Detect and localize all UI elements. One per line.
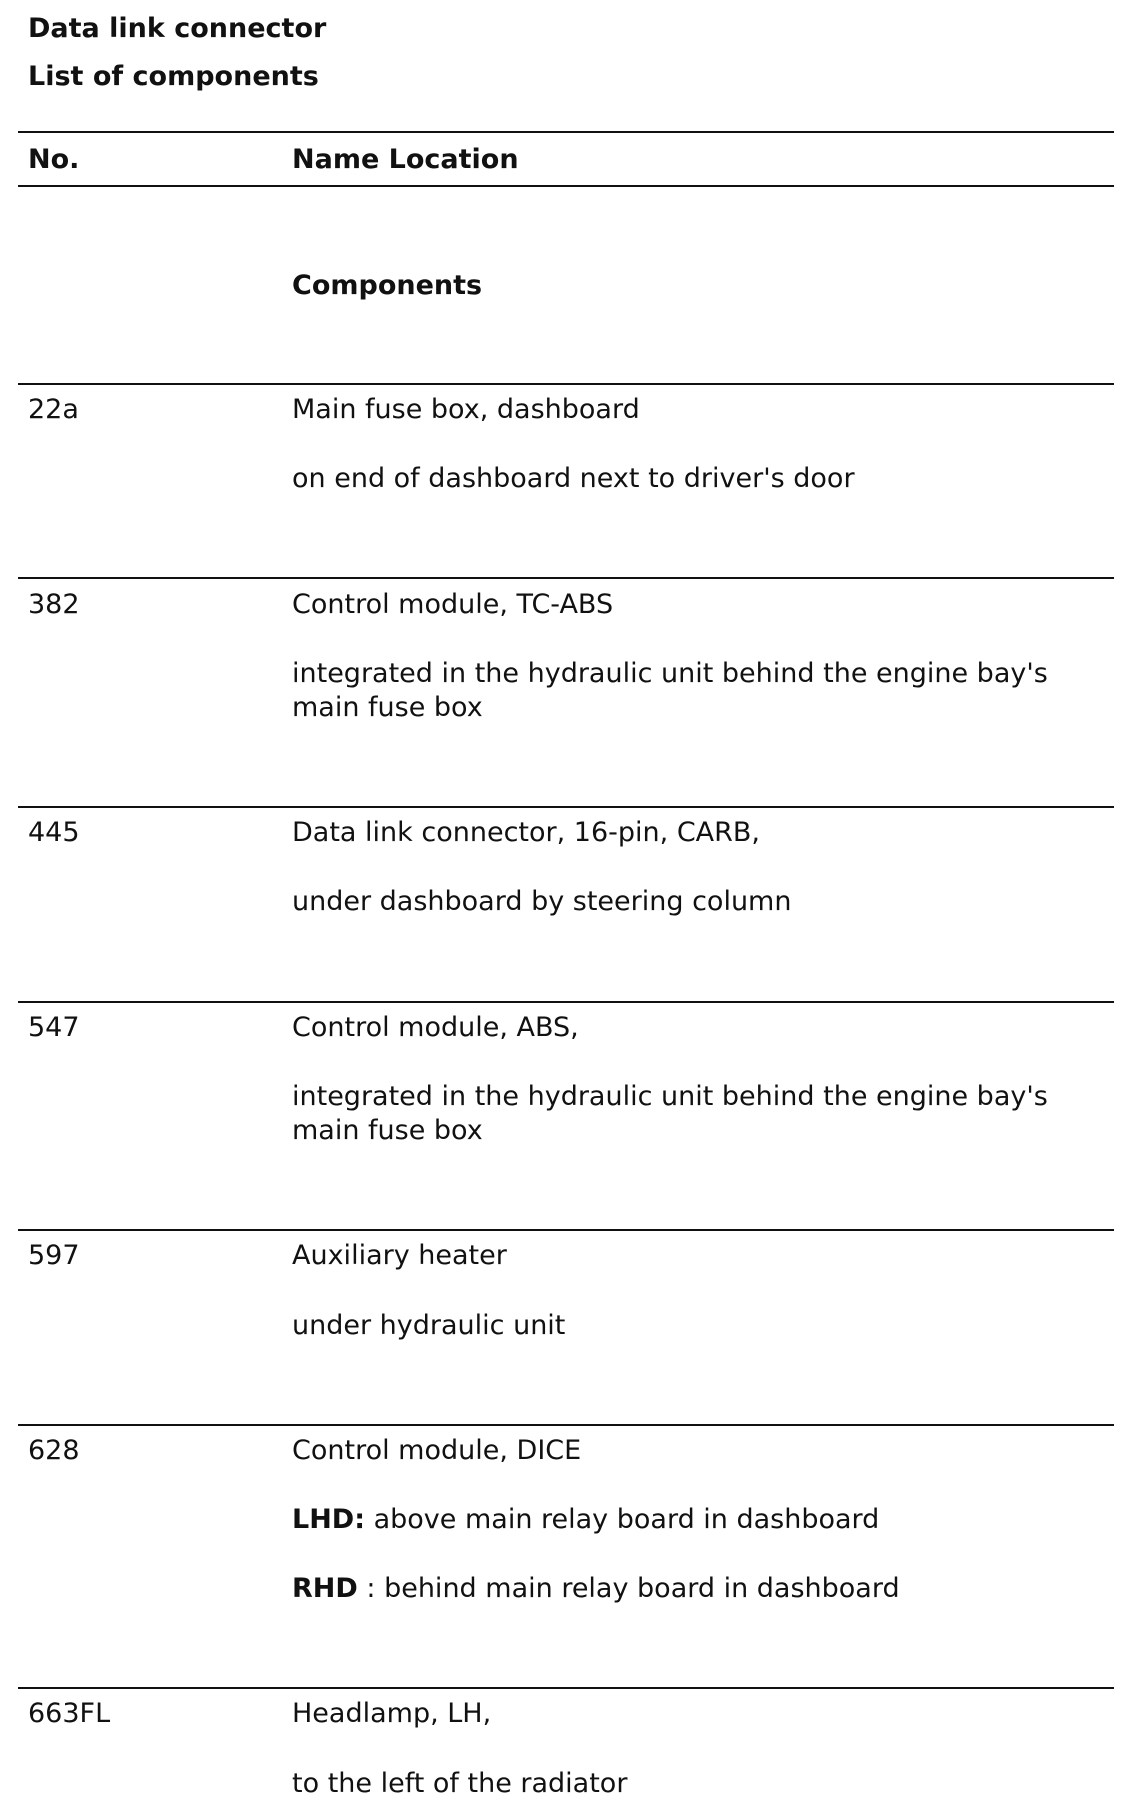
row-rule	[18, 1687, 1114, 1689]
section-heading: Components	[292, 270, 483, 301]
row-number: 663FL	[28, 1698, 111, 1729]
row-location: to the left of the radiator	[292, 1768, 628, 1799]
row-number: 22a	[28, 394, 79, 425]
row-location: integrated in the hydraulic unit behind the engine bay's main fuse box	[292, 658, 1048, 723]
row-name: Headlamp, LH,	[292, 1698, 492, 1729]
row-name: Data link connector, 16-pin, CARB,	[292, 817, 761, 848]
row-rule	[18, 1229, 1114, 1231]
document-title: Data link connector	[28, 13, 327, 44]
row-name: Auxiliary heater	[292, 1240, 507, 1271]
header-name-location: Name Location	[292, 144, 519, 175]
row-rule	[18, 806, 1114, 808]
row-number: 597	[28, 1240, 80, 1271]
row-rule	[18, 577, 1114, 579]
row-name: Control module, ABS,	[292, 1012, 579, 1043]
document-subtitle: List of components	[28, 61, 319, 92]
row-location-lhd	[292, 1503, 1102, 1537]
row-name: Control module, DICE	[292, 1435, 582, 1466]
row-rule	[18, 383, 1114, 385]
row-rule	[18, 1424, 1114, 1426]
row-number: 547	[28, 1012, 80, 1043]
lhd-text: above main relay board in dashboard	[365, 1504, 880, 1535]
row-number: 445	[28, 817, 80, 848]
rhd-label: RHD	[292, 1573, 358, 1604]
row-name: Control module, TC-ABS	[292, 589, 614, 620]
row-location: on end of dashboard next to driver's door	[292, 463, 855, 494]
rhd-text: : behind main relay board in dashboard	[357, 1573, 900, 1604]
row-number: 628	[28, 1435, 80, 1466]
header-no: No.	[28, 144, 80, 175]
row-rule	[18, 1001, 1114, 1003]
row-number: 382	[28, 589, 80, 620]
table-top-rule	[18, 131, 1114, 133]
row-location: under dashboard by steering column	[292, 886, 792, 917]
row-name: Main fuse box, dashboard	[292, 394, 640, 425]
row-location: integrated in the hydraulic unit behind the engine bay's main fuse box	[292, 1081, 1048, 1146]
lhd-label: LHD:	[292, 1504, 366, 1535]
header-bottom-rule	[18, 185, 1114, 187]
row-location-rhd	[292, 1572, 1102, 1606]
row-location: under hydraulic unit	[292, 1310, 566, 1341]
